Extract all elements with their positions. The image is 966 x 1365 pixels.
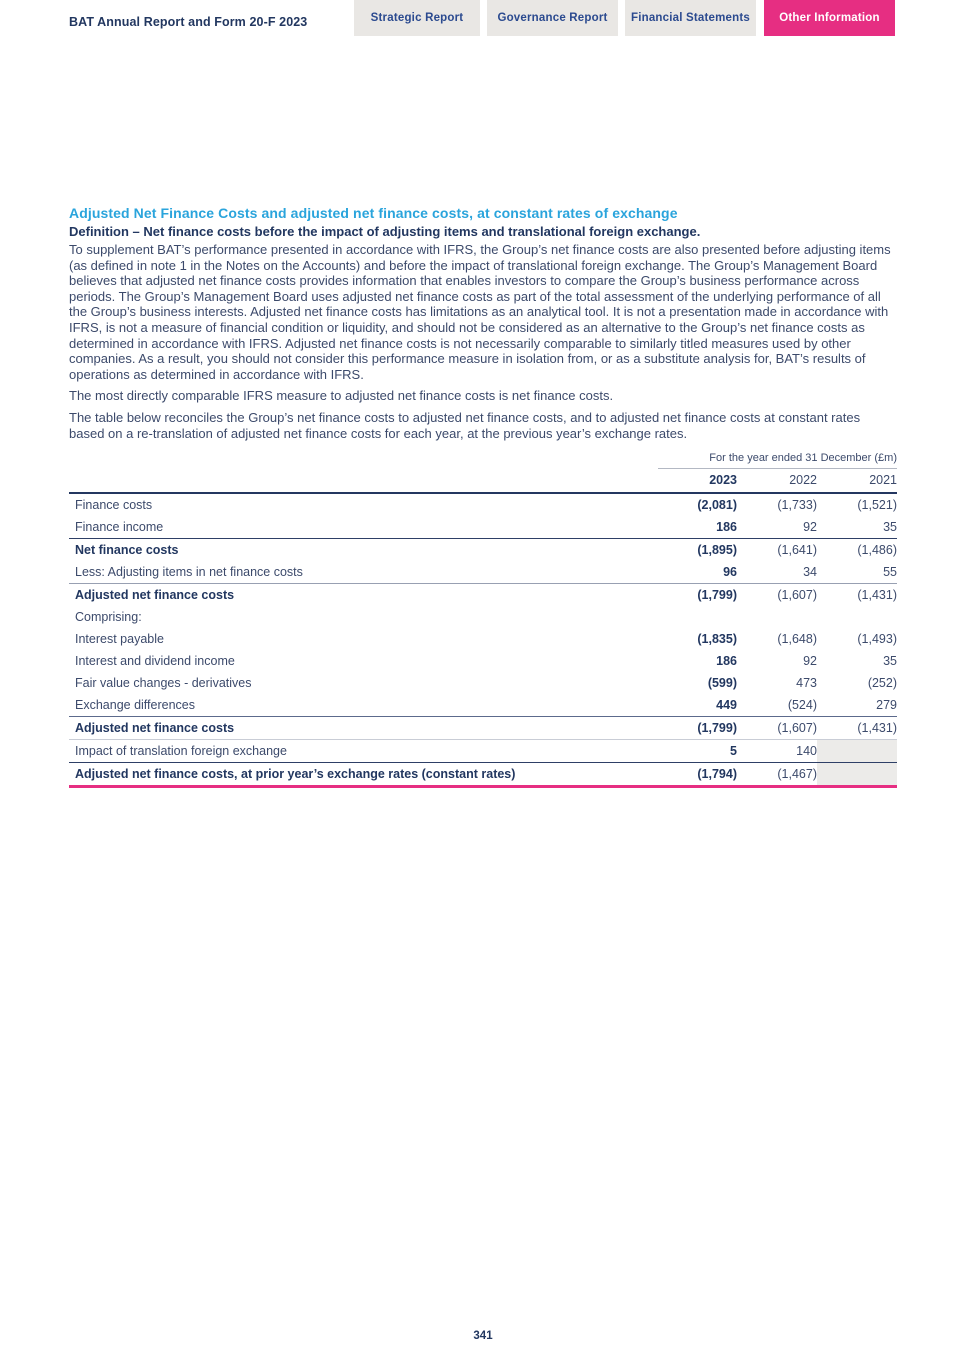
value-2021: (1,521) <box>857 498 897 513</box>
row-label: Net finance costs <box>69 539 589 562</box>
row-label: Interest payable <box>75 632 164 647</box>
table-row-net-finance-costs <box>69 539 897 562</box>
table-period-header-row <box>69 452 897 469</box>
value-2021: (1,486) <box>817 539 897 562</box>
row-label: Adjusted net finance costs <box>69 717 589 740</box>
value-2023: 186 <box>716 654 737 669</box>
value-2021: (252) <box>867 676 897 691</box>
value-2023: (599) <box>707 676 737 691</box>
value-2022: (1,607) <box>737 584 817 607</box>
section-heading: Adjusted Net Finance Costs and adjusted net finance costs, at constant rates of exchange <box>69 205 678 221</box>
value-2021-shaded <box>817 763 897 787</box>
value-2021-shaded <box>817 740 897 763</box>
value-2022: (1,648) <box>777 632 817 647</box>
table-row-interest-dividend-income <box>69 650 897 672</box>
value-2021 <box>817 606 897 628</box>
tab-financial-statements[interactable] <box>625 0 756 36</box>
period-header: For the year ended 31 December (£m) <box>658 452 897 469</box>
value-2021: 35 <box>883 654 897 669</box>
value-2022: (1,641) <box>737 539 817 562</box>
value-2021: 279 <box>876 698 897 713</box>
row-label: Finance costs <box>75 498 153 513</box>
value-2023: (1,835) <box>697 632 737 647</box>
table-row-interest-payable <box>69 628 897 650</box>
row-label: Adjusted net finance costs <box>69 584 589 607</box>
definition-line: Definition – Net finance costs before the impact of adjusting items and translational foreign exchange. <box>69 224 701 239</box>
value-2023: 5 <box>589 740 737 763</box>
value-2021: (1,431) <box>817 584 897 607</box>
value-2023 <box>589 606 737 628</box>
value-2022: 92 <box>803 654 817 669</box>
value-2022: 92 <box>803 520 817 535</box>
value-2021: (1,493) <box>857 632 897 647</box>
year-2023: 2023 <box>589 469 737 493</box>
value-2021: (1,431) <box>817 717 897 740</box>
row-label: Less: Adjusting items in net finance costs <box>75 565 303 580</box>
value-2023: 449 <box>716 698 737 713</box>
value-2021: 55 <box>883 565 897 580</box>
year-2022: 2022 <box>737 469 817 493</box>
table-row-less-adjusting-items <box>69 561 897 584</box>
value-2022: (1,467) <box>737 763 817 787</box>
value-2023: (2,081) <box>697 498 737 513</box>
tab-strategic-report[interactable] <box>354 0 480 36</box>
year-header-spacer <box>69 469 589 493</box>
value-2023: 186 <box>716 520 737 535</box>
row-label: Comprising: <box>75 610 142 625</box>
value-2023: 96 <box>723 565 737 580</box>
table-row-exchange-differences <box>69 694 897 717</box>
report-title: BAT Annual Report and Form 20-F 2023 <box>69 15 308 29</box>
table-row-impact-translation-fx <box>69 740 897 763</box>
table-row-constant-rates <box>69 763 897 787</box>
paragraph-3: The table below reconciles the Group’s net finance costs to adjusted net finance costs, and to adjusted net finance costs at constant rates based on a re-translation of adjusted net finance costs for each year, at the previous year’s exchange rates. <box>69 409 861 441</box>
value-2022: (1,733) <box>777 498 817 513</box>
value-2022: 34 <box>803 565 817 580</box>
table-row-adjusted-net-finance-costs-2 <box>69 717 897 740</box>
value-2022: (524) <box>787 698 817 713</box>
table-row-finance-costs <box>69 493 897 516</box>
tab-label: Other Information <box>779 12 880 24</box>
row-label: Fair value changes - derivatives <box>75 676 252 691</box>
tab-label: Strategic Report <box>370 12 464 24</box>
tab-label: Governance Report <box>497 12 608 24</box>
page-content <box>69 205 897 788</box>
value-2022: 140 <box>737 740 817 763</box>
value-2023: (1,794) <box>589 763 737 787</box>
table-row-finance-income <box>69 516 897 539</box>
table-row-adjusted-net-finance-costs <box>69 584 897 607</box>
value-2023: (1,895) <box>589 539 737 562</box>
value-2023: (1,799) <box>589 584 737 607</box>
paragraph-1: To supplement BAT’s performance presented in accordance with IFRS, the Group’s net finance costs are also presented before adjusting items (as defined in note 1 in the Notes on the Accounts) and before the impact of translational foreign exchange. The Group’s Management Board believes that adjusted net finance costs provides information that enables investors to compare the Group’s business performance across periods. The Group’s Management Board uses adjusted net finance costs as part of the total assessment of the underlying performance of all the Group’s business interests. Adjusted net finance costs has limitations as an analytical tool. It is not a presentation made in accordance with IFRS, is not a measure of financial condition or liquidity, and should not be considered as an alternative to the Group’s net finance costs as determined in accordance with IFRS. Adjusted net finance costs is not necessarily comparable to similarly titled measures used by other companies. As a result, you should not consider this performance measure in isolation from, or as a substitute analysis for, BAT’s results of operations as determined in accordance with IFRS. <box>69 242 891 382</box>
page-number: 341 <box>473 1330 493 1342</box>
row-label: Exchange differences <box>75 698 195 713</box>
tab-label: Financial Statements <box>630 12 751 24</box>
tab-governance-report[interactable] <box>487 0 618 36</box>
row-label: Interest and dividend income <box>75 654 235 669</box>
table-row-comprising <box>69 606 897 628</box>
table-row-fair-value-changes <box>69 672 897 694</box>
table-year-header-row <box>69 469 897 493</box>
row-label: Impact of translation foreign exchange <box>69 740 589 763</box>
year-2021: 2021 <box>817 469 897 493</box>
tab-other-information[interactable] <box>764 0 895 36</box>
value-2022: (1,607) <box>737 717 817 740</box>
value-2022: 473 <box>796 676 817 691</box>
reconciliation-table <box>69 452 897 788</box>
value-2023: (1,799) <box>589 717 737 740</box>
value-2022 <box>737 606 817 628</box>
row-label: Adjusted net finance costs, at prior year’s exchange rates (constant rates) <box>69 763 589 787</box>
row-label: Finance income <box>75 520 164 535</box>
value-2021: 35 <box>883 520 897 535</box>
paragraph-2: The most directly comparable IFRS measure to adjusted net finance costs is net finance costs. <box>69 388 614 404</box>
